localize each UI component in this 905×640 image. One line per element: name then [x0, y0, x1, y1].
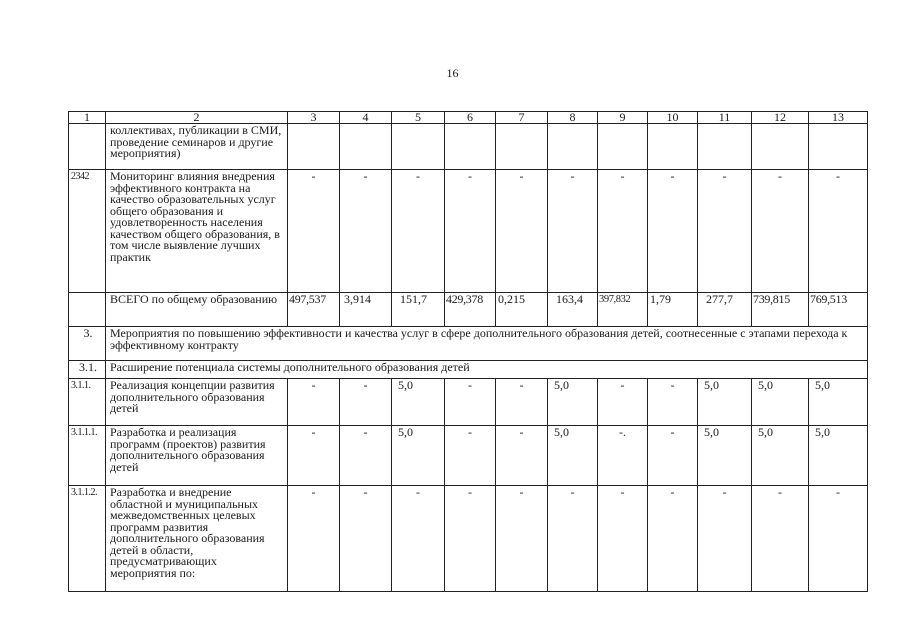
row-number: 3.1.1.1. [69, 426, 106, 486]
row-description: Мониторинг влияния внедрения эффективного контракта на качество образовательных услуг общего образования и удовлетворенность населения качеством общего образования, в том числе выявление лучших практик [106, 170, 288, 293]
value-cell [548, 124, 598, 170]
value-cell: - [698, 170, 752, 293]
section-row [69, 327, 868, 361]
value-cell: - [648, 379, 698, 426]
value-cell [340, 124, 392, 170]
section-number: 3.1. [69, 361, 106, 379]
value-cell: 739,815 [752, 293, 809, 327]
header-cell: 4 [340, 112, 392, 124]
header-row [69, 112, 868, 124]
value-cell: - [340, 170, 392, 293]
value-cell: 5,0 [752, 379, 809, 426]
table-row [69, 124, 868, 170]
value-cell: 5,0 [548, 426, 598, 486]
row-description: ВСЕГО по общему образованию [106, 293, 288, 327]
value-cell: - [288, 486, 340, 592]
value-cell: 769,513 [809, 293, 868, 327]
value-cell: - [340, 486, 392, 592]
value-cell: - [288, 379, 340, 426]
header-cell: 11 [698, 112, 752, 124]
row-description: Реализация концепции развития дополнительного образования детей [106, 379, 288, 426]
page-number: 16 [446, 66, 459, 80]
value-cell: - [752, 486, 809, 592]
value-cell: - [445, 170, 496, 293]
table-row [69, 379, 868, 426]
value-cell: 5,0 [809, 426, 868, 486]
value-cell: 151,7 [392, 293, 445, 327]
header-cell: 5 [392, 112, 445, 124]
value-cell: -. [598, 426, 648, 486]
section-title: Расширение потенциала системы дополнительного образования детей [106, 361, 868, 379]
value-cell [648, 124, 698, 170]
value-cell: - [809, 486, 868, 592]
row-number [69, 124, 106, 170]
row-description: коллективах, публикации в СМИ, проведение семинаров и другие мероприятия) [106, 124, 288, 170]
value-cell: - [392, 486, 445, 592]
value-cell [752, 124, 809, 170]
value-cell [598, 124, 648, 170]
value-cell: 5,0 [548, 379, 598, 426]
value-cell: - [809, 170, 868, 293]
value-cell: 497,537 [288, 293, 340, 327]
section-number: 3. [69, 327, 106, 361]
header-cell: 12 [752, 112, 809, 124]
value-cell: - [548, 170, 598, 293]
header-cell: 3 [288, 112, 340, 124]
table-row [69, 426, 868, 486]
header-cell: 10 [648, 112, 698, 124]
value-cell: 163,4 [548, 293, 598, 327]
section-row [69, 361, 868, 379]
value-cell: - [752, 170, 809, 293]
value-cell: - [598, 170, 648, 293]
table-row [69, 486, 868, 592]
value-cell [392, 124, 445, 170]
value-cell: - [648, 426, 698, 486]
value-cell [288, 124, 340, 170]
value-cell: - [496, 486, 548, 592]
value-cell: 5,0 [698, 379, 752, 426]
section-title: Мероприятия по повышению эффективности и качества услуг в сфере дополнительного образования детей, соотнесенные с этапами перехода к эффективному контракту [106, 327, 868, 361]
value-cell: - [445, 486, 496, 592]
value-cell: - [288, 170, 340, 293]
header-cell: 1 [69, 112, 106, 124]
row-description: Разработка и реализация программ (проектов) развития дополнительного образования детей [106, 426, 288, 486]
value-cell: - [340, 426, 392, 486]
value-cell: 429,378 [445, 293, 496, 327]
table-row [69, 170, 868, 293]
value-cell: 1,79 [648, 293, 698, 327]
header-cell: 7 [496, 112, 548, 124]
header-cell: 9 [598, 112, 648, 124]
value-cell: - [392, 170, 445, 293]
value-cell: - [288, 426, 340, 486]
value-cell: - [496, 379, 548, 426]
header-cell: 2 [106, 112, 288, 124]
row-number: 3.1.1.2. [69, 486, 106, 592]
value-cell [809, 124, 868, 170]
value-cell: 277,7 [698, 293, 752, 327]
total-row [69, 293, 868, 327]
value-cell: - [648, 170, 698, 293]
value-cell [698, 124, 752, 170]
value-cell: - [598, 486, 648, 592]
value-cell [496, 124, 548, 170]
value-cell: - [648, 486, 698, 592]
header-cell: 6 [445, 112, 496, 124]
value-cell: - [598, 379, 648, 426]
value-cell: - [496, 170, 548, 293]
value-cell: 5,0 [809, 379, 868, 426]
value-cell [445, 124, 496, 170]
value-cell: - [698, 486, 752, 592]
value-cell: 5,0 [392, 426, 445, 486]
value-cell: 5,0 [698, 426, 752, 486]
value-cell: - [496, 426, 548, 486]
value-cell: - [548, 486, 598, 592]
value-cell: 5,0 [752, 426, 809, 486]
row-description: Разработка и внедрение областной и муниципальных межведомственных целевых программ развития дополнительного образования детей в области, предусматривающих мероприятия по: [106, 486, 288, 592]
value-cell: 5,0 [392, 379, 445, 426]
value-cell: - [340, 379, 392, 426]
value-cell: - [445, 426, 496, 486]
row-number: 3.1.1. [69, 379, 106, 426]
header-cell: 8 [548, 112, 598, 124]
value-cell: 0,215 [496, 293, 548, 327]
row-number: 2342 [69, 170, 106, 293]
row-number [69, 293, 106, 327]
value-cell: - [445, 379, 496, 426]
value-cell: 397,832 [598, 293, 648, 327]
value-cell: 3,914 [340, 293, 392, 327]
data-table [68, 111, 868, 592]
header-cell: 13 [809, 112, 868, 124]
